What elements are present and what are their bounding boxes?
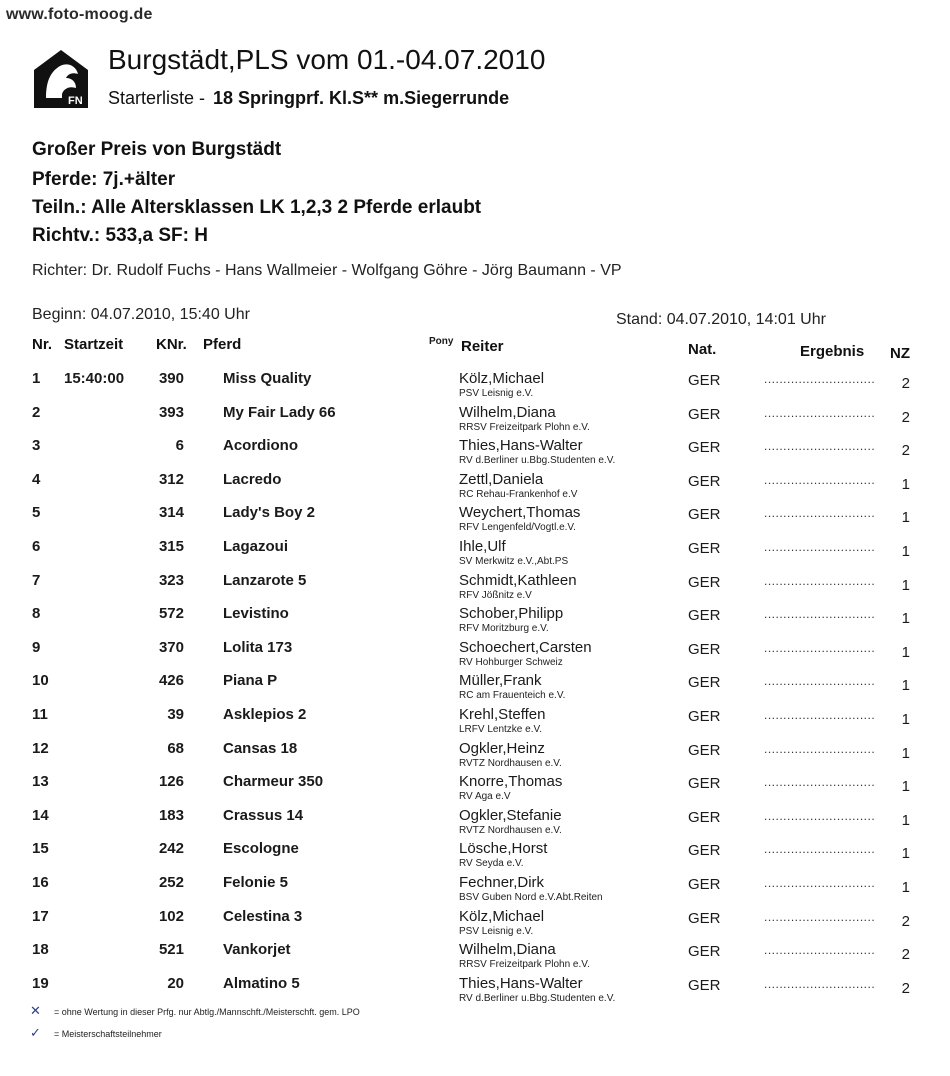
horse-name: Lagazoui [223, 538, 289, 555]
nationality: GER [688, 775, 721, 793]
result-placeholder: ............................. [764, 775, 876, 790]
rider-club: RFV Moritzburg e.V. [459, 623, 549, 635]
rider-name: Schmidt,Kathleen [459, 571, 577, 589]
rider-name: Thies,Hans-Walter [459, 974, 583, 992]
nz-value: 2 [901, 408, 910, 426]
rider-name: Müller,Frank [459, 672, 542, 690]
result-placeholder: ............................. [764, 842, 876, 857]
rider-club: RRSV Freizeitpark Plohn e.V. [459, 959, 590, 971]
table-row [0, 404, 950, 438]
info-participants: Teiln.: Alle Altersklassen LK 1,2,3 2 Pferde erlaubt [32, 197, 482, 218]
rider-club: RVTZ Nordhausen e.V. [459, 757, 562, 769]
table-row [0, 471, 950, 505]
start-number: 3 [32, 437, 41, 455]
fn-horse-logo-icon [32, 48, 90, 110]
begin-time: Beginn: 04.07.2010, 15:40 Uhr [32, 306, 250, 323]
table-row [0, 807, 950, 841]
start-number: 17 [32, 907, 49, 925]
head-number: 102 [158, 907, 184, 925]
nz-value: 1 [901, 811, 910, 829]
fn-logo-text: FN [68, 95, 83, 107]
horse-name: Felonie 5 [223, 874, 289, 891]
horse-name: Piana P [223, 672, 278, 690]
result-placeholder: ............................. [764, 674, 876, 689]
nz-value: 1 [901, 778, 910, 796]
nz-value: 1 [901, 475, 910, 493]
nationality: GER [688, 808, 721, 826]
rider-name: Kölz,Michael [459, 907, 545, 925]
table-row [0, 840, 950, 874]
head-number: 20 [167, 974, 184, 992]
col-header-nat: Nat. [688, 341, 717, 358]
rider-name: Schoechert,Carsten [459, 638, 592, 656]
legend-item-championship [30, 1025, 162, 1041]
nationality: GER [688, 909, 721, 927]
nationality: GER [688, 573, 721, 591]
horse-name: Almatino 5 [223, 974, 300, 992]
rider-name: Knorre,Thomas [459, 773, 563, 791]
nationality: GER [688, 405, 721, 423]
cross-icon: ✕ [30, 1003, 41, 1018]
start-number: 10 [32, 672, 49, 690]
judges-list: Richter: Dr. Rudolf Fuchs - Hans Wallmeier - Wolfgang Göhre - Jörg Baumann - VP [32, 262, 622, 279]
nationality: GER [688, 640, 721, 658]
rider-name: Wilhelm,Diana [459, 941, 556, 959]
nationality: GER [688, 506, 721, 524]
stand-time: Stand: 04.07.2010, 14:01 Uhr [616, 311, 826, 328]
table-row [0, 908, 950, 942]
table-row [0, 504, 950, 538]
col-header-ergebnis: Ergebnis [800, 343, 865, 360]
rider-club: PSV Leisnig e.V. [459, 388, 534, 399]
horse-name: Lacredo [223, 470, 282, 488]
nz-value: 1 [901, 643, 910, 661]
start-number: 11 [32, 706, 48, 723]
horse-name: Asklepios 2 [223, 706, 307, 723]
start-number: 6 [32, 538, 41, 555]
head-number: 390 [158, 370, 184, 387]
nz-value: 1 [901, 711, 910, 728]
rider-club: RC am Frauenteich e.V. [459, 690, 566, 702]
rider-name: Weychert,Thomas [459, 504, 581, 522]
nz-value: 1 [901, 610, 910, 628]
start-number: 9 [32, 638, 41, 656]
result-placeholder: ............................. [764, 943, 876, 958]
col-header-nr: Nr. [32, 336, 53, 353]
start-number: 19 [32, 974, 49, 992]
rider-club: RV Hohburger Schweiz [459, 656, 563, 668]
horse-name: Cansas 18 [223, 739, 298, 757]
head-number: 315 [158, 538, 184, 555]
horse-name: Levistino [223, 605, 289, 623]
table-row [0, 941, 950, 975]
result-placeholder: ............................. [764, 640, 876, 655]
col-header-pferd: Pferd [203, 336, 242, 353]
competition-class: 18 Springprf. Kl.S** m.Siegerrunde [213, 88, 510, 108]
result-placeholder: ............................. [764, 607, 876, 622]
rider-name: Krehl,Steffen [459, 706, 546, 723]
rider-name: Zettl,Daniela [459, 470, 544, 488]
rider-name: Ihle,Ulf [459, 538, 506, 555]
head-number: 39 [167, 706, 184, 723]
head-number: 6 [175, 437, 184, 455]
nz-value: 1 [901, 879, 910, 896]
rider-club: SV Merkwitz e.V.,Abt.PS [459, 556, 569, 567]
head-number: 393 [158, 403, 184, 421]
table-row [0, 773, 950, 807]
rider-name: Fechner,Dirk [459, 874, 545, 891]
table-row [0, 605, 950, 639]
checkmark-icon: ✓ [30, 1025, 41, 1040]
rider-club: RFV Jößnitz e.V [459, 589, 532, 601]
table-row [0, 706, 950, 740]
rider-club: LRFV Lentzke e.V. [459, 724, 543, 735]
head-number: 323 [158, 571, 184, 589]
col-header-pony: Pony [429, 336, 454, 347]
sub-title [108, 88, 509, 109]
horse-name: Lady's Boy 2 [223, 504, 315, 522]
nationality: GER [688, 607, 721, 625]
horse-name: My Fair Lady 66 [223, 403, 336, 421]
table-row [0, 639, 950, 673]
nz-value: 1 [901, 576, 910, 594]
nz-value: 1 [901, 509, 910, 527]
result-placeholder: ............................. [764, 708, 876, 722]
start-number: 18 [32, 941, 49, 959]
horse-name: Crassus 14 [223, 806, 304, 824]
result-placeholder: ............................. [764, 439, 876, 454]
rider-club: RV d.Berliner u.Bbg.Studenten e.V. [459, 992, 616, 1004]
rider-name: Thies,Hans-Walter [459, 437, 583, 455]
start-number: 1 [32, 370, 41, 387]
head-number: 126 [158, 773, 184, 791]
rider-club: BSV Guben Nord e.V.Abt.Reiten [459, 892, 603, 903]
nz-value: 1 [901, 744, 910, 762]
nationality: GER [688, 842, 721, 860]
start-number: 4 [32, 470, 41, 488]
table-row [0, 672, 950, 706]
head-number: 426 [158, 672, 184, 690]
horse-name: Lolita 173 [223, 638, 293, 656]
rider-name: Kölz,Michael [459, 370, 545, 387]
result-placeholder: ............................. [764, 909, 876, 924]
horse-name: Acordiono [223, 437, 298, 455]
rider-club: RC Rehau-Frankenhof e.V [459, 488, 578, 500]
horse-name: Charmeur 350 [223, 773, 324, 791]
start-number: 13 [32, 773, 49, 791]
nationality: GER [688, 439, 721, 457]
legend-item-no-rating [30, 1003, 360, 1019]
nz-value: 1 [901, 845, 910, 863]
start-number: 2 [32, 403, 41, 421]
nz-value: 1 [901, 543, 910, 560]
start-number: 5 [32, 504, 41, 522]
nationality: GER [688, 976, 721, 994]
rider-club: RV Seyda e.V. [459, 858, 524, 870]
rider-club: PSV Leisnig e.V. [459, 925, 534, 937]
nationality: GER [688, 708, 721, 725]
legend-text-championship: = Meisterschaftsteilnehmer [54, 1029, 162, 1039]
start-number: 14 [32, 806, 49, 824]
event-title: Burgstädt,PLS vom 01.-04.07.2010 [108, 44, 546, 75]
horse-name: Celestina 3 [223, 907, 303, 925]
rider-club: RV d.Berliner u.Bbg.Studenten e.V. [459, 455, 616, 467]
table-row [0, 370, 950, 404]
start-time: 15:40:00 [64, 370, 125, 387]
result-placeholder: ............................. [764, 405, 876, 420]
nz-value: 2 [901, 979, 910, 997]
table-row [0, 740, 950, 774]
watermark: www.foto-moog.de [6, 6, 153, 23]
result-placeholder: ............................. [764, 506, 876, 521]
info-rules: Richtv.: 533,a SF: H [32, 225, 208, 246]
table-row [0, 874, 950, 908]
rider-club: RRSV Freizeitpark Plohn e.V. [459, 421, 590, 433]
rider-name: Lösche,Horst [459, 840, 548, 858]
col-header-nz: NZ [890, 345, 910, 362]
nationality: GER [688, 741, 721, 759]
head-number: 572 [158, 605, 184, 623]
head-number: 242 [158, 840, 184, 858]
nz-value: 2 [901, 375, 910, 392]
nz-value: 2 [901, 912, 910, 930]
head-number: 252 [158, 874, 184, 891]
head-number: 68 [167, 739, 184, 757]
result-placeholder: ............................. [764, 976, 876, 991]
col-header-knr: KNr. [156, 336, 187, 353]
start-number: 7 [32, 571, 41, 589]
head-number: 312 [158, 470, 184, 488]
nz-value: 2 [901, 946, 910, 964]
nationality: GER [688, 943, 721, 961]
rider-club: RV Aga e.V [459, 791, 511, 803]
nationality: GER [688, 472, 721, 490]
nz-value: 2 [901, 442, 910, 460]
start-number: 16 [32, 874, 49, 891]
start-number: 12 [32, 739, 49, 757]
rider-name: Schober,Philipp [459, 605, 564, 623]
result-placeholder: ............................. [764, 472, 876, 487]
info-horses: Pferde: 7j.+älter [32, 169, 176, 190]
col-header-startzeit: Startzeit [64, 336, 124, 353]
result-placeholder: ............................. [764, 372, 876, 386]
horse-name: Escologne [223, 840, 299, 858]
rider-club: RFV Lengenfeld/Vogtl.e.V. [459, 522, 576, 534]
col-header-reiter: Reiter [461, 338, 504, 355]
start-number: 8 [32, 605, 41, 623]
table-row [0, 572, 950, 606]
subtitle-prefix: Starterliste - [108, 88, 206, 108]
table-row [0, 538, 950, 572]
head-number: 370 [158, 638, 184, 656]
head-number: 521 [158, 941, 184, 959]
nationality: GER [688, 674, 721, 692]
rider-name: Wilhelm,Diana [459, 403, 556, 421]
result-placeholder: ............................. [764, 876, 876, 890]
nationality: GER [688, 540, 721, 557]
result-placeholder: ............................. [764, 808, 876, 823]
rider-name: Ogkler,Heinz [459, 739, 545, 757]
nz-value: 1 [901, 677, 910, 695]
head-number: 183 [158, 806, 184, 824]
nationality: GER [688, 372, 721, 389]
rider-club: RVTZ Nordhausen e.V. [459, 824, 562, 836]
result-placeholder: ............................. [764, 741, 876, 756]
nationality: GER [688, 876, 721, 893]
result-placeholder: ............................. [764, 573, 876, 588]
horse-name: Vankorjet [223, 941, 291, 959]
start-number: 15 [32, 840, 49, 858]
horse-name: Miss Quality [223, 370, 312, 387]
legend-text-no-rating: = ohne Wertung in dieser Prfg. nur Abtlg./Mannschft./Meisterschft. gem. LPO [54, 1007, 360, 1017]
head-number: 314 [158, 504, 184, 522]
info-competition-name: Großer Preis von Burgstädt [32, 139, 282, 160]
table-row [0, 437, 950, 471]
rider-name: Ogkler,Stefanie [459, 806, 562, 824]
horse-name: Lanzarote 5 [223, 571, 307, 589]
result-placeholder: ............................. [764, 540, 876, 554]
